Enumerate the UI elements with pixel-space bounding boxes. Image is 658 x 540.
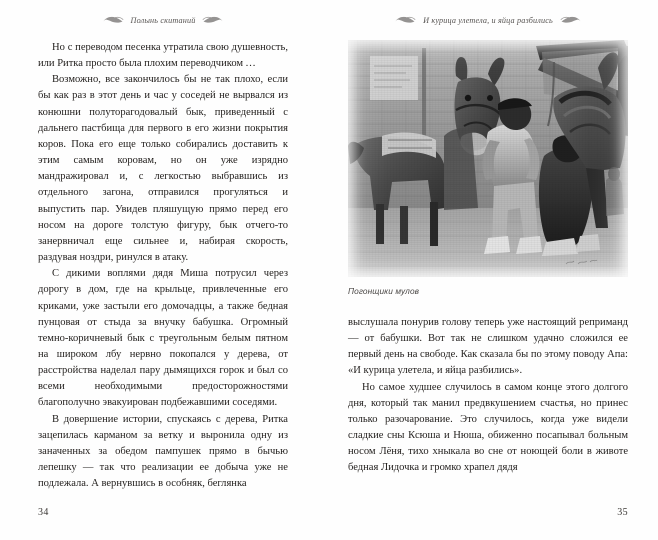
leaf-swirl-ornament xyxy=(394,15,416,25)
paragraph: В довершение истории, спускаясь с дерева, Ритка зацепилась карманом за ветку и выронила одну из заначенных за обедом пампушек прямо в бычью лепешку — так что реализации ее добыча уже не подлежала. А вернувшись в особняк, беглянка xyxy=(38,413,288,490)
right-page xyxy=(329,0,658,540)
right-running-head xyxy=(348,0,628,40)
left-page-folio: 34 xyxy=(38,507,49,518)
paragraph: Но с переводом песенка утратила свою душевность, или Ритка просто была плохим переводчиком … xyxy=(38,42,288,70)
leaf-swirl-ornament xyxy=(102,15,124,25)
paragraph: Возможно, все закончилось бы не так плохо, если бы как раз в этот день и час у соседей не вырвался из конюшни полуторагодовалый бык, приведенный с дальнего пастбища для первого в его жизни покрытия коров. Пока его еще только собирались доставить к этим самым коровам, но он уже изрядно мандражировал и, с легкостью выбравшись из отдельного загона, отправился прогуляться и выпустить пар. Увидев пляшущую прямо перед его носом на дороге толстую фигуру, бык отчего-то занервничал еще сильнее и, набирая скорость, раздувая ноздри, ринулся в атаку. xyxy=(38,74,288,264)
right-page-body xyxy=(348,315,628,477)
mule-drivers-figure xyxy=(348,40,628,296)
paragraph: Но самое худшее случилось в самом конце этого долгого дня, который так манил предвкушением счастья, но принес только разочарование. Это случилось, когда уже видели сладкие сны Ксюша и Нюша, обиженно посапывал больным носом Лёня, тихо хныкала во сне от ноющей боли в животе бедная Лидочка и громко храпел дядя xyxy=(348,381,628,474)
leaf-swirl-ornament-mirrored xyxy=(202,15,224,25)
mule-drivers-photograph xyxy=(348,40,628,277)
left-running-head xyxy=(38,0,288,40)
left-running-head-text: Полынь скитаний xyxy=(130,15,196,25)
paragraph: С дикими воплями дядя Миша потрусил через дорогу в дом, где на крыльце, привлеченные его криками, уже застыли его домочадцы, а также бедная пунцовая от стыда за внучку бабушка. Огромный темно-коричневый бык с треугольным белым пятном на широком лбу нервно покопался у дерева, от расстройства наделал пару дымящихся горок и был со всеми необходимыми предосторожностями благополучно эвакуирован подбежавшими соседями. xyxy=(38,268,288,409)
right-running-head-text: И курица улетела, и яйца разбились xyxy=(423,15,553,25)
leaf-swirl-ornament-mirrored xyxy=(560,15,582,25)
figure-caption: Погонщики мулов xyxy=(348,286,420,296)
left-page-body xyxy=(38,40,288,492)
right-page-folio: 35 xyxy=(617,507,628,518)
paragraph: выслушала понурив голову теперь уже настоящий реприманд — от бабушки. Вот так не слишком удачно сложился ее первый день на свободе. Как сказала бы по этому поводу Апа: «И курица улетела, и яйца разбились». xyxy=(348,317,628,377)
